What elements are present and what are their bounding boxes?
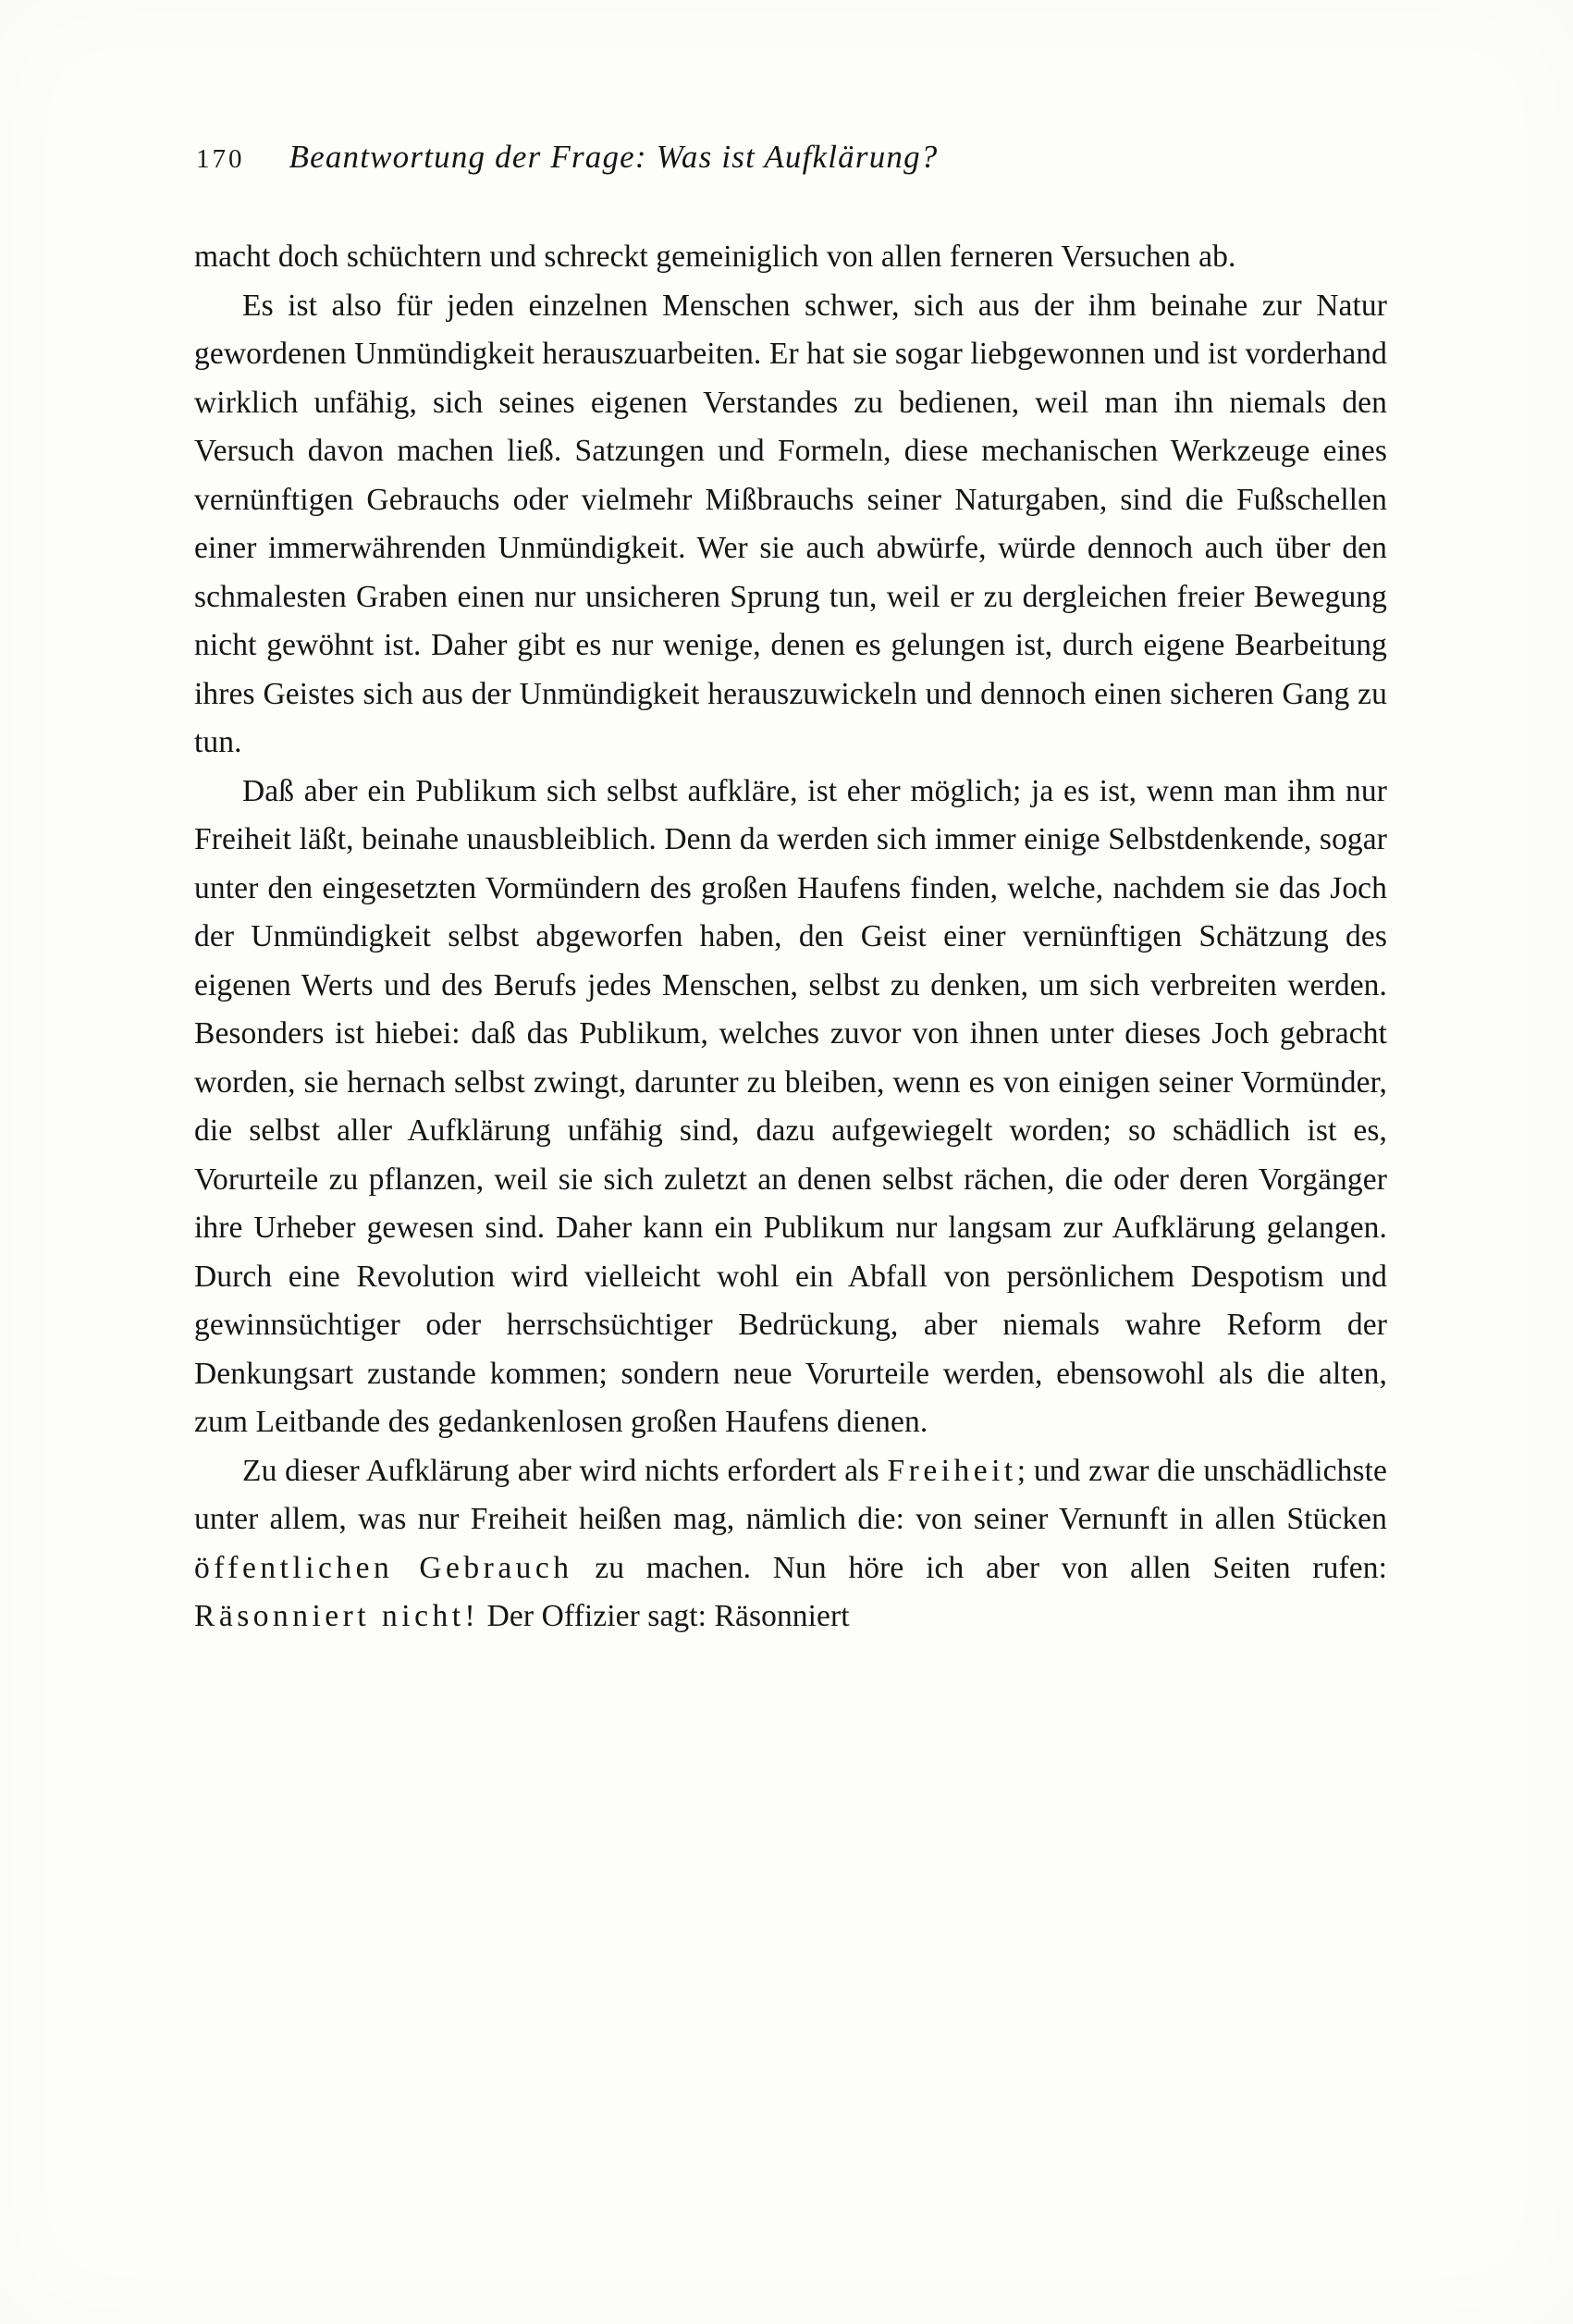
run-text: Zu dieser Aufklärung aber wird nichts erfordert als	[242, 1453, 888, 1488]
page-number: 170	[196, 144, 245, 174]
running-title: Beantwortung der Frage: Was ist Aufklärung?	[289, 139, 939, 175]
emphasis-spaced-text: Freiheit	[887, 1453, 1017, 1488]
paragraph: macht doch schüchtern und schreckt gemeiniglich von allen ferneren Versuchen ab.	[194, 240, 1236, 274]
run-text: Der Offizier sagt: Räsonniert	[479, 1599, 850, 1633]
paragraph: Es ist also für jeden einzelnen Menschen schwer, sich aus der ihm beinahe zur Natur gewordenen Unmündigkeit herauszuarbeiten. Er hat sie sogar liebgewonnen und ist vorderhand wirklich unfähig, sich seines eigenen Verstandes zu bedienen, weil man ihn niemals den Versuch davon machen ließ. Satzungen und Formeln, diese mechanischen Werkzeuge eines vernünftigen Gebrauchs oder vielmehr Mißbrauchs seiner Naturgaben, sind die Fußschellen einer immerwährenden Unmündigkeit. Wer sie auch abwürfe, würde dennoch auch über den schmalesten Graben einen nur unsicheren Sprung tun, weil er zu dergleichen freier Bewegung nicht gewöhnt ist. Daher gibt es nur wenige, denen es gelungen ist, durch eigene Bearbeitung ihres Geistes sich aus der Unmündigkeit herauszuwickeln und dennoch einen sicheren Gang zu tun.	[194, 288, 1387, 759]
page-content	[194, 139, 1387, 1642]
body-text	[194, 233, 1387, 1642]
emphasis-spaced-text: Räsonniert nicht!	[194, 1599, 480, 1633]
emphasis-spaced-text: öffentlichen Gebrauch	[194, 1550, 573, 1585]
run-text: zu machen. Nun höre ich aber von allen Seiten rufen:	[572, 1550, 1387, 1585]
paragraph-final	[194, 1447, 1387, 1642]
paragraph: Daß aber ein Publikum sich selbst aufkläre, ist eher möglich; ja es ist, wenn man ihm nur Freiheit läßt, beinahe unausbleiblich. Denn da werden sich immer einige Selbstdenkende, sogar unter den eingesetzten Vormündern des großen Haufens finden, welche, nachdem sie das Joch der Unmündigkeit selbst abgeworfen haben, den Geist einer vernünftigen Schätzung des eigenen Werts und des Berufs jedes Menschen, selbst zu denken, um sich verbreiten werden. Besonders ist hiebei: daß das Publikum, welches zuvor von ihnen unter dieses Joch gebracht worden, sie hernach selbst zwingt, darunter zu bleiben, wenn es von einigen seiner Vormünder, die selbst aller Aufklärung unfähig sind, dazu aufgewiegelt worden; so schädlich ist es, Vorurteile zu pflanzen, weil sie sich zuletzt an denen selbst rächen, die oder deren Vorgänger ihre Urheber gewesen sind. Daher kann ein Publikum nur langsam zur Aufklärung gelangen. Durch eine Revolution wird vielleicht wohl ein Abfall von persönlichem Despotism und gewinnsüchtiger oder herrschsüchtiger Bedrückung, aber niemals wahre Reform der Denkungsart zustande kommen; sondern neue Vorurteile werden, ebensowohl als die alten, zum Leitbande des gedankenlosen großen Haufens dienen.	[194, 773, 1387, 1439]
run-text: ; und zwar die unschädlichste unter allem, was nur Freiheit heißen mag, nämlich die: von seiner Vernunft in allen Stücken	[194, 1453, 1387, 1536]
page-header	[194, 139, 1387, 176]
